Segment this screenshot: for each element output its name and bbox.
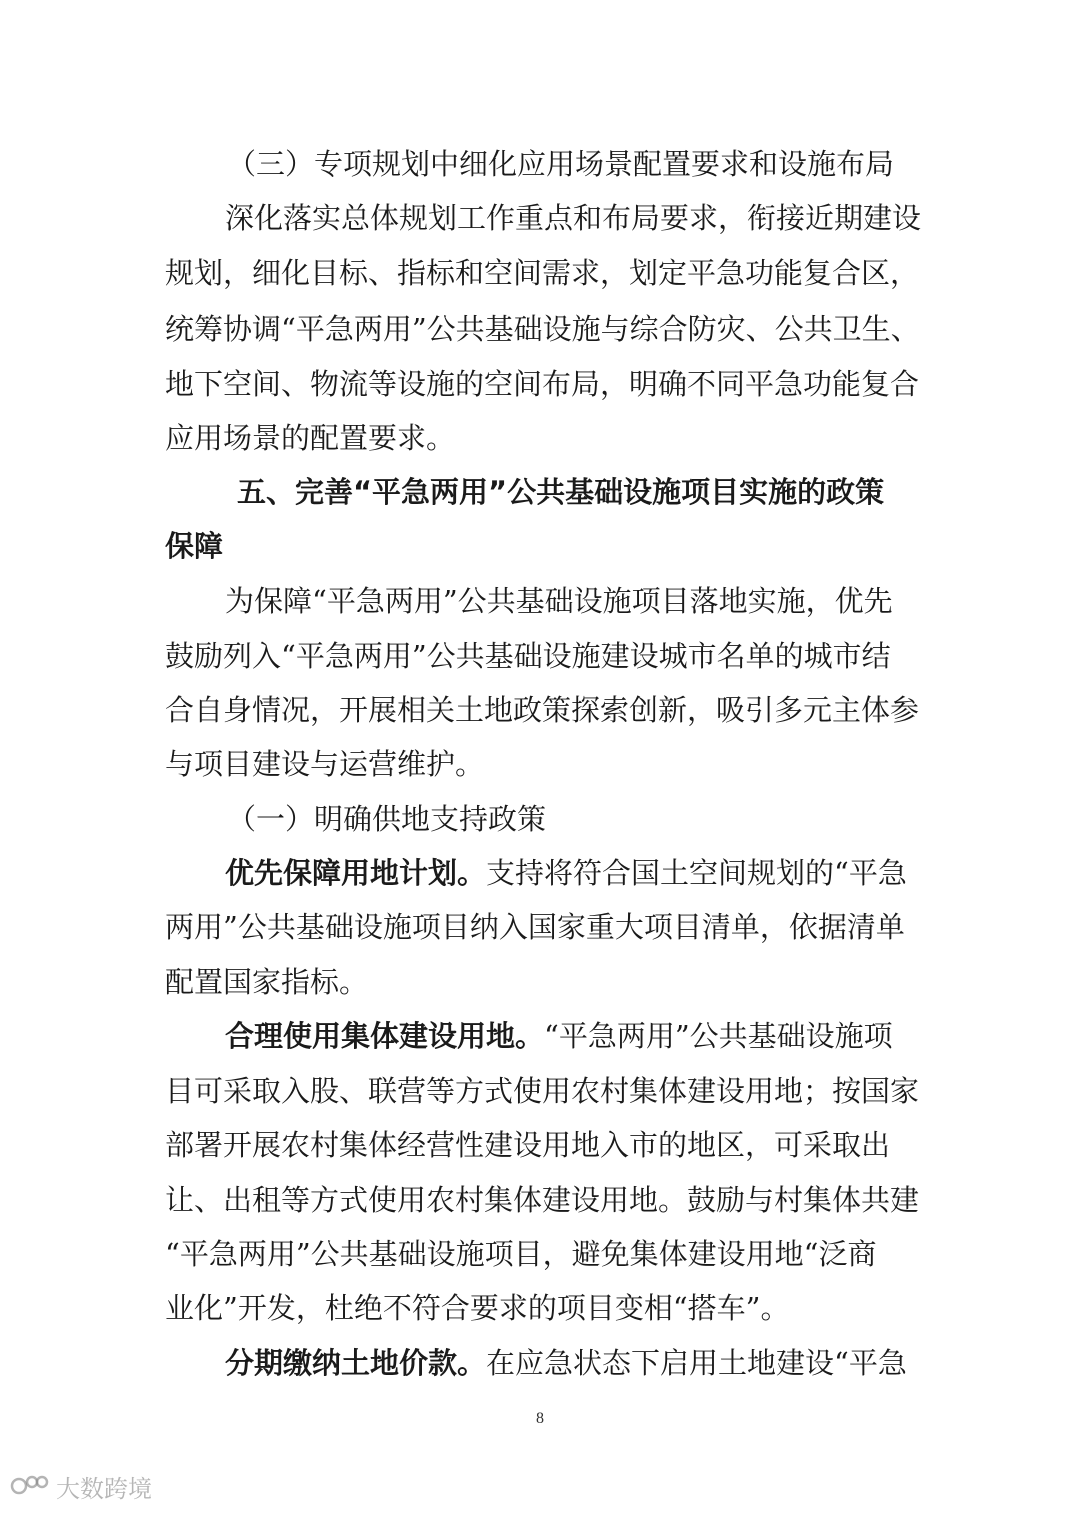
watermark bbox=[10, 1466, 152, 1506]
lead-phrase: 合理使用集体建设用地。 bbox=[225, 1019, 545, 1053]
watermark-text: 大数跨境 bbox=[56, 1474, 152, 1503]
watermark-logo-icon bbox=[10, 1471, 50, 1501]
paragraph-line: 深化落实总体规划工作重点和布局要求，衔接近期建设 bbox=[225, 201, 922, 235]
lead-phrase: 优先保障用地计划。 bbox=[225, 856, 487, 890]
paragraph-line: 合自身情况，开展相关土地政策探索创新，吸引多元主体参 bbox=[165, 693, 920, 727]
paragraph-line: 业化”开发，杜绝不符合要求的项目变相“搭车”。 bbox=[165, 1291, 790, 1325]
paragraph-line: 优先保障用地计划。支持将符合国土空间规划的“平急 bbox=[225, 856, 907, 890]
paragraph-line: 统筹协调“平急两用”公共基础设施与综合防灾、公共卫生、 bbox=[165, 312, 920, 346]
page-number: 8 bbox=[536, 1410, 544, 1427]
subsection-heading-3: （三）专项规划中细化应用场景配置要求和设施布局 bbox=[227, 147, 895, 181]
paragraph-line: 为保障“平急两用”公共基础设施项目落地实施，优先 bbox=[225, 584, 893, 618]
paragraph-line: “平急两用”公共基础设施项目，避免集体建设用地“泛商 bbox=[165, 1237, 877, 1271]
lead-phrase: 分期缴纳土地价款。 bbox=[225, 1346, 487, 1380]
paragraph-line: 配置国家指标。 bbox=[165, 965, 369, 999]
paragraph-line: 分期缴纳土地价款。在应急状态下启用土地建设“平急 bbox=[225, 1346, 907, 1380]
paragraph-line: 地下空间、物流等设施的空间布局，明确不同平急功能复合 bbox=[165, 367, 920, 401]
paragraph-line: 部署开展农村集体经营性建设用地入市的地区，可采取出 bbox=[165, 1128, 891, 1162]
paragraph-line: 目可采取入股、联营等方式使用农村集体建设用地；按国家 bbox=[165, 1074, 920, 1108]
paragraph-line: 鼓励列入“平急两用”公共基础设施建设城市名单的城市结 bbox=[165, 639, 891, 673]
paragraph-line: 两用”公共基础设施项目纳入国家重大项目清单，依据清单 bbox=[165, 910, 905, 944]
subsection-heading-1: （一）明确供地支持政策 bbox=[227, 802, 547, 836]
section-heading-5: 五、完善“平急两用”公共基础设施项目实施的政策 bbox=[237, 475, 885, 509]
paragraph-line: 应用场景的配置要求。 bbox=[165, 421, 456, 455]
section-heading-5-cont: 保障 bbox=[165, 529, 224, 563]
paragraph-line: 合理使用集体建设用地。“平急两用”公共基础设施项 bbox=[225, 1019, 893, 1053]
paragraph-line: 让、出租等方式使用农村集体建设用地。鼓励与村集体共建 bbox=[165, 1183, 920, 1217]
paragraph-line: 与项目建设与运营维护。 bbox=[165, 747, 485, 781]
paragraph-line: 规划，细化目标、指标和空间需求，划定平急功能复合区， bbox=[165, 256, 920, 290]
